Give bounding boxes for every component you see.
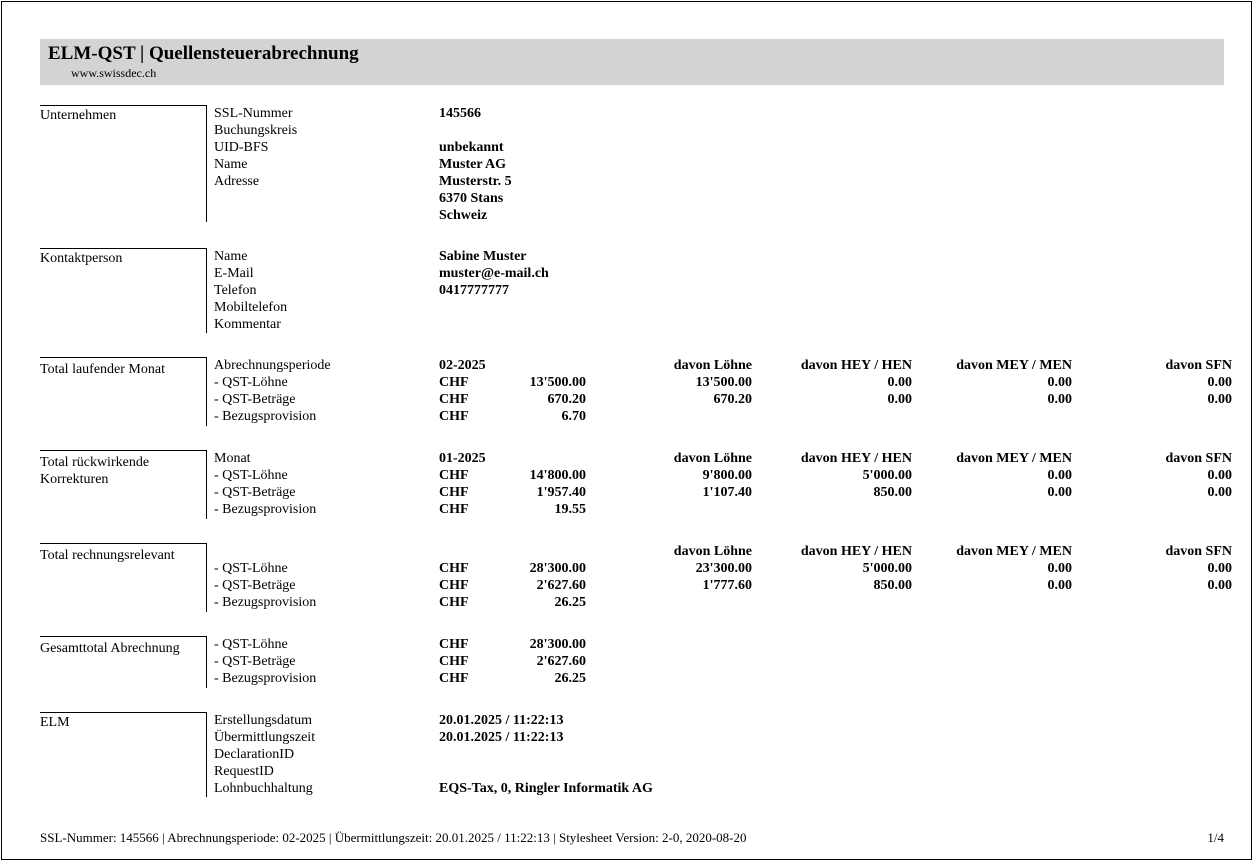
davon-value: 0.00 [1047,468,1072,483]
page-number: 1/4 [1207,830,1224,845]
currency: CHF [439,375,469,390]
info-row [40,173,1240,190]
amount: 14'800.00 [529,468,586,483]
field-label: - QST-Beträge [214,392,296,407]
davon-value: 0.00 [1207,392,1232,407]
header-row [40,357,1240,374]
field-label: Kommentar [214,317,281,332]
column-header: davon Löhne [673,358,752,373]
currency: CHF [439,468,469,483]
field-label: Telefon [214,283,257,298]
document-header [40,39,1224,85]
currency: CHF [439,671,469,686]
davon-value: 23'300.00 [695,561,752,576]
amount: 1'957.40 [536,485,586,500]
field-value: unbekannt [439,140,504,155]
currency: CHF [439,392,469,407]
field-label: Monat [214,451,251,466]
davon-value: 5'000.00 [862,561,912,576]
field-label: Erstellungsdatum [214,713,312,728]
info-row [40,139,1240,156]
davon-value: 13'500.00 [695,375,752,390]
field-value: 01-2025 [439,451,486,466]
field-label: - Bezugsprovision [214,502,317,517]
header-row [40,450,1240,467]
currency: CHF [439,595,469,610]
amount-row [40,501,1240,518]
davon-value: 0.00 [1207,485,1232,500]
header-url: www.swissdec.ch [71,66,157,80]
amount-row [40,670,1240,687]
field-label: Lohnbuchhaltung [214,781,313,796]
field-label: UID-BFS [214,140,269,155]
info-row [40,712,1240,729]
field-value: 145566 [439,106,481,121]
info-row [40,780,1240,797]
column-header: davon Löhne [673,544,752,559]
amount-row [40,408,1240,425]
info-row [40,122,1240,139]
field-label: Name [214,249,248,264]
section-label-line1: Total rückwirkende [40,455,150,470]
document-title: ELM-QST | Quellensteuerabrechnung [48,43,359,64]
info-row [40,265,1240,282]
page-footer: SSL-Nummer: 145566 | Abrechnungsperiode: 02-2025 | Übermittlungszeit: 20.01.2025 / 11:22:13 | Stylesheet Version: 2-0, 2020-08-20 [40,830,747,845]
field-value: 20.01.2025 / 11:22:13 [439,713,564,728]
info-row [40,207,1240,224]
field-label: - QST-Löhne [214,561,288,576]
field-label: Mobiltelefon [214,300,288,315]
davon-value: 0.00 [1207,561,1232,576]
davon-value: 1'777.60 [702,578,752,593]
field-label: Adresse [214,174,260,189]
amount: 2'627.60 [536,578,586,593]
amount: 13'500.00 [529,375,586,390]
column-header: davon SFN [1165,451,1232,466]
field-label: RequestID [214,764,274,779]
field-label: Übermittlungszeit [214,730,316,745]
field-value: muster@e-mail.ch [439,266,549,281]
field-value: 02-2025 [439,358,486,373]
amount-row [40,636,1240,653]
davon-value: 5'000.00 [862,468,912,483]
column-header: davon HEY / HEN [800,451,912,466]
amount-row [40,467,1240,484]
amount-row [40,594,1240,611]
currency: CHF [439,409,469,424]
column-header: davon SFN [1165,544,1232,559]
davon-value: 0.00 [1047,561,1072,576]
amount: 26.25 [554,595,586,610]
davon-value: 0.00 [1047,392,1072,407]
info-row [40,156,1240,173]
currency: CHF [439,502,469,517]
info-row [40,190,1240,207]
amount: 28'300.00 [529,561,586,576]
amount-row [40,391,1240,408]
field-label: - Bezugsprovision [214,671,317,686]
section-label: Total rechnungsrelevant [40,548,175,563]
davon-value: 0.00 [1047,485,1072,500]
currency: CHF [439,578,469,593]
info-row [40,248,1240,265]
amount: 670.20 [547,392,586,407]
column-header: davon MEY / MEN [956,544,1072,559]
amount-row [40,577,1240,594]
davon-value: 0.00 [887,392,912,407]
section-label: Unternehmen [40,108,117,123]
field-value: 20.01.2025 / 11:22:13 [439,730,564,745]
davon-value: 1'107.40 [702,485,752,500]
currency: CHF [439,561,469,576]
section-label-line2: Korrekturen [40,472,109,487]
amount: 6.70 [561,409,586,424]
info-row [40,282,1240,299]
info-row [40,763,1240,780]
field-label: Abrechnungsperiode [214,358,331,373]
davon-value: 850.00 [873,578,912,593]
column-header: davon HEY / HEN [800,544,912,559]
section-label: Kontaktperson [40,251,123,266]
field-value: Sabine Muster [439,249,527,264]
field-label: - Bezugsprovision [214,409,317,424]
davon-value: 9'800.00 [702,468,752,483]
amount-row [40,374,1240,391]
info-row [40,316,1240,333]
field-label: - QST-Beträge [214,654,296,669]
davon-value: 0.00 [1207,375,1232,390]
field-label: - QST-Beträge [214,485,296,500]
column-header: davon MEY / MEN [956,451,1072,466]
info-row [40,105,1240,122]
amount: 19.55 [554,502,586,517]
currency: CHF [439,637,469,652]
column-header: davon Löhne [673,451,752,466]
info-row [40,746,1240,763]
field-value: 0417777777 [439,283,509,298]
field-label: SSL-Nummer [214,106,293,121]
section-label: ELM [40,715,70,730]
header-row [40,543,1240,560]
field-label: - QST-Löhne [214,637,288,652]
davon-value: 670.20 [713,392,752,407]
davon-value: 0.00 [887,375,912,390]
field-label: - QST-Löhne [214,468,288,483]
field-value: Muster AG [439,157,507,172]
field-label: E-Mail [214,266,254,281]
davon-value: 0.00 [1207,578,1232,593]
field-value: 6370 Stans [439,191,504,206]
info-row [40,729,1240,746]
currency: CHF [439,654,469,669]
amount-row [40,560,1240,577]
field-label: - QST-Beträge [214,578,296,593]
field-value: Musterstr. 5 [439,174,512,189]
davon-value: 0.00 [1047,375,1072,390]
field-label: Buchungskreis [214,123,298,138]
document-page [1,1,1252,860]
currency: CHF [439,485,469,500]
amount-row [40,484,1240,501]
field-label: Name [214,157,248,172]
section-label: Gesamttotal Abrechnung [40,641,180,656]
field-label: - Bezugsprovision [214,595,317,610]
amount-row [40,653,1240,670]
davon-value: 0.00 [1047,578,1072,593]
column-header: davon MEY / MEN [956,358,1072,373]
field-value: EQS-Tax, 0, Ringler Informatik AG [439,781,653,796]
davon-value: 0.00 [1207,468,1232,483]
info-row [40,299,1240,316]
amount: 26.25 [554,671,586,686]
column-header: davon HEY / HEN [800,358,912,373]
amount: 2'627.60 [536,654,586,669]
field-value: Schweiz [439,208,488,223]
column-header: davon SFN [1165,358,1232,373]
section-label: Total laufender Monat [40,362,165,377]
field-label: DeclarationID [214,747,295,762]
amount: 28'300.00 [529,637,586,652]
field-label: - QST-Löhne [214,375,288,390]
davon-value: 850.00 [873,485,912,500]
